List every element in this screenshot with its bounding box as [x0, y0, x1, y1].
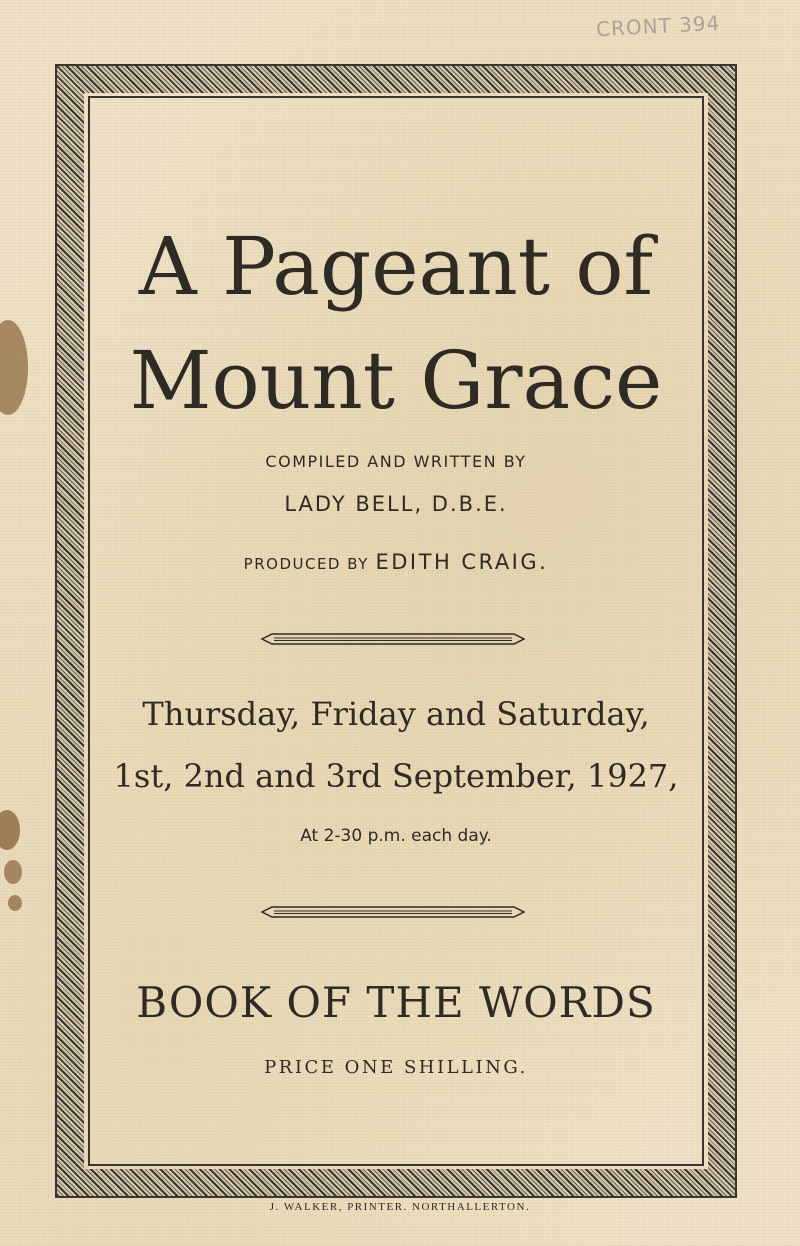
performance-dates: 1st, 2nd and 3rd September, 1927, — [113, 757, 679, 795]
produced-label: PRODUCED BY — [243, 555, 369, 573]
price-line: PRICE ONE SHILLING. — [264, 1057, 528, 1078]
ornamental-rule-top — [260, 632, 526, 646]
title-line-1: A Pageant of — [138, 220, 654, 313]
stain-mark — [8, 895, 22, 911]
performance-days: Thursday, Friday and Saturday, — [142, 695, 650, 733]
ornamental-rule-bottom — [260, 905, 526, 919]
author-name: LADY BELL, D.B.E. — [284, 492, 508, 516]
title-line-2: Mount Grace — [129, 334, 663, 427]
performance-time: At 2-30 p.m. each day. — [300, 826, 492, 846]
compiled-label: COMPILED AND WRITTEN BY — [265, 452, 527, 471]
producer-name: EDITH CRAIG. — [375, 550, 549, 574]
printer-imprint: J. WALKER, PRINTER. NORTHALLERTON. — [269, 1201, 531, 1213]
book-of-words-heading: BOOK OF THE WORDS — [136, 978, 656, 1027]
produced-line — [88, 550, 704, 574]
margin-handwritten-note: CRONT 394 — [595, 10, 721, 42]
stain-mark — [4, 860, 22, 884]
